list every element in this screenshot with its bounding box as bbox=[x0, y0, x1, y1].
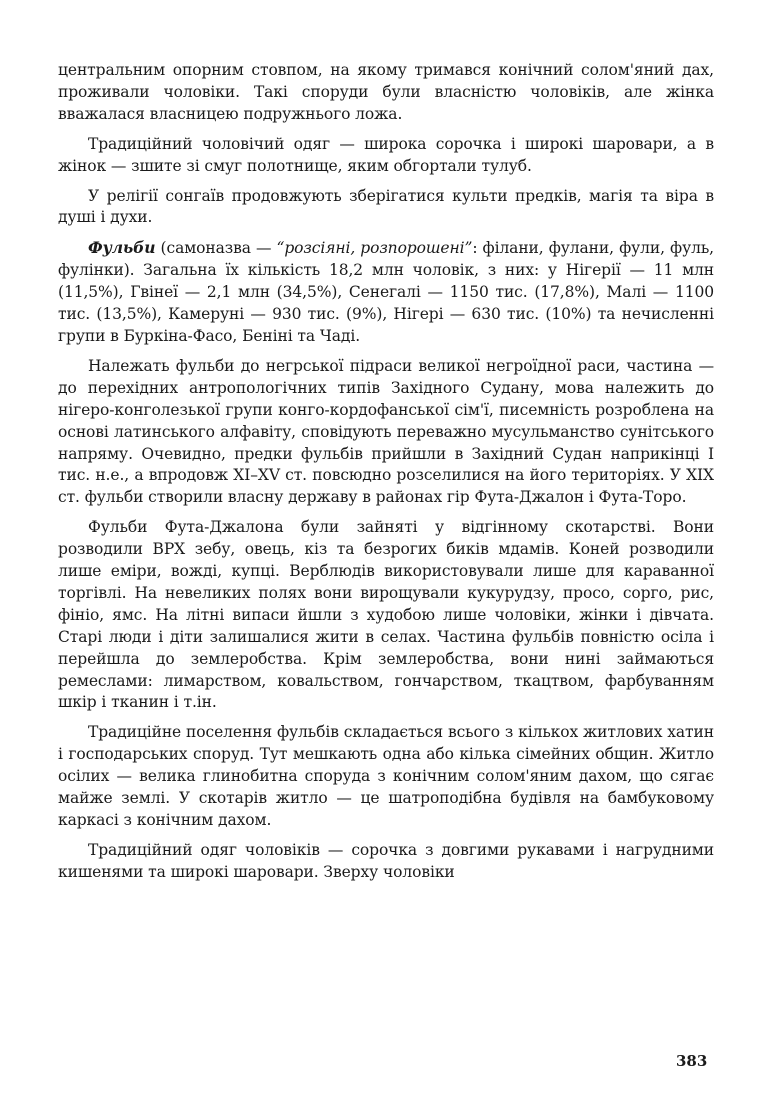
paragraph-8: Традиційний одяг чоловіків — сорочка з довгими рукавами і нагрудними кишенями та широкі шаровари. Зверху чоловіки bbox=[58, 840, 714, 881]
paragraph-4 bbox=[58, 237, 714, 348]
page-number: 383 bbox=[676, 1052, 708, 1070]
paragraph-7: Традиційне поселення фульбів складається всього з кількох житлових хатин і господарських споруд. Тут мешкають одна або кілька сімейних общин. Житло осілих — велика глинобитна споруда з конічним солом'яним дахом, що сягає майже землі. У скотарів житло — це шатроподібна будівля на бамбуковому каркасі з конічним дахом. bbox=[58, 723, 714, 829]
paragraph-3: У релігії сонгаїв продовжують зберігатися культи предків, магія та віра в душі і духи. bbox=[58, 186, 714, 227]
paragraph-2: Традиційний чоловічий одяг — широка сорочка і широкі шаровари, а в жінок — зшите зі смуг полотнище, яким обгортали тулуб. bbox=[58, 134, 714, 175]
paragraph-1: центральним опорним стовпом, на якому тримався конічний солом'яний дах, проживали чоловіки. Такі споруди були власністю чоловіків, але жінка вважалася власницею подружнього ложа. bbox=[58, 61, 714, 123]
page-body bbox=[58, 60, 714, 892]
self-name-italic: “розсіяні, розпорошені” bbox=[276, 239, 473, 258]
paragraph-4-text: : філани, фулани, фули, фуль, фулінки). Загальна їх кількість 18,2 млн чоловік, з них: у Нігерії — 11 млн (11,5%), Гвінеї — 2,1 млн (34,5%), Сенегалі — 1150 тис. (17,8%), Малі — 1100 тис. (13,5%), Камеруні — 930 тис. (9%), Нігері — 630 тис. (10%) та нечисленні групи в Буркіна-Фасо, Беніні та Чаді. bbox=[58, 239, 715, 345]
paragraph-4-pre: (самоназва — bbox=[155, 239, 277, 258]
paragraph-5: Належать фульби до негрської підраси великої негроїдної раси, частина — до перехідних антропологічних типів Західного Судану, мова належить до нігеро-конголезької групи конго-кордофанської сім'ї, писемність розроблена на основі латинського алфавіту, сповідують переважно мусульманство сунітського напряму. Очевидно, предки фульбів прийшли в Західний Судан наприкінці I тис. н.е., а впродовж XI–XV ст. повсюдно розселилися на його територіях. У XIX ст. фульби створили власну державу в районах гір Фута-Джалон і Фута-Торо. bbox=[58, 356, 714, 507]
term-fulbe: Фульби bbox=[88, 238, 156, 258]
paragraph-6: Фульби Фута-Джалона були зайняті у відгінному скотарстві. Вони розводили ВРХ зебу, овець, кіз та безрогих биків мдамів. Коней розводили лише еміри, вожді, купці. Верблюдів використовували лише для караванної торгівлі. На невеликих полях вони вирощували кукурудзу, просо, сорго, рис, фініо, ямс. На літні випаси йшли з худобою лише чоловіки, жінки і дівчата. Старі люди і діти залишалися жити в селах. Частина фульбів повністю осіла і перейшла до землеробства. Крім землеробства, вони нині займаються ремеслами: лимарством, ковальством, гончарством, ткацтвом, фарбуванням шкір і тканин і т.ін. bbox=[58, 518, 714, 712]
